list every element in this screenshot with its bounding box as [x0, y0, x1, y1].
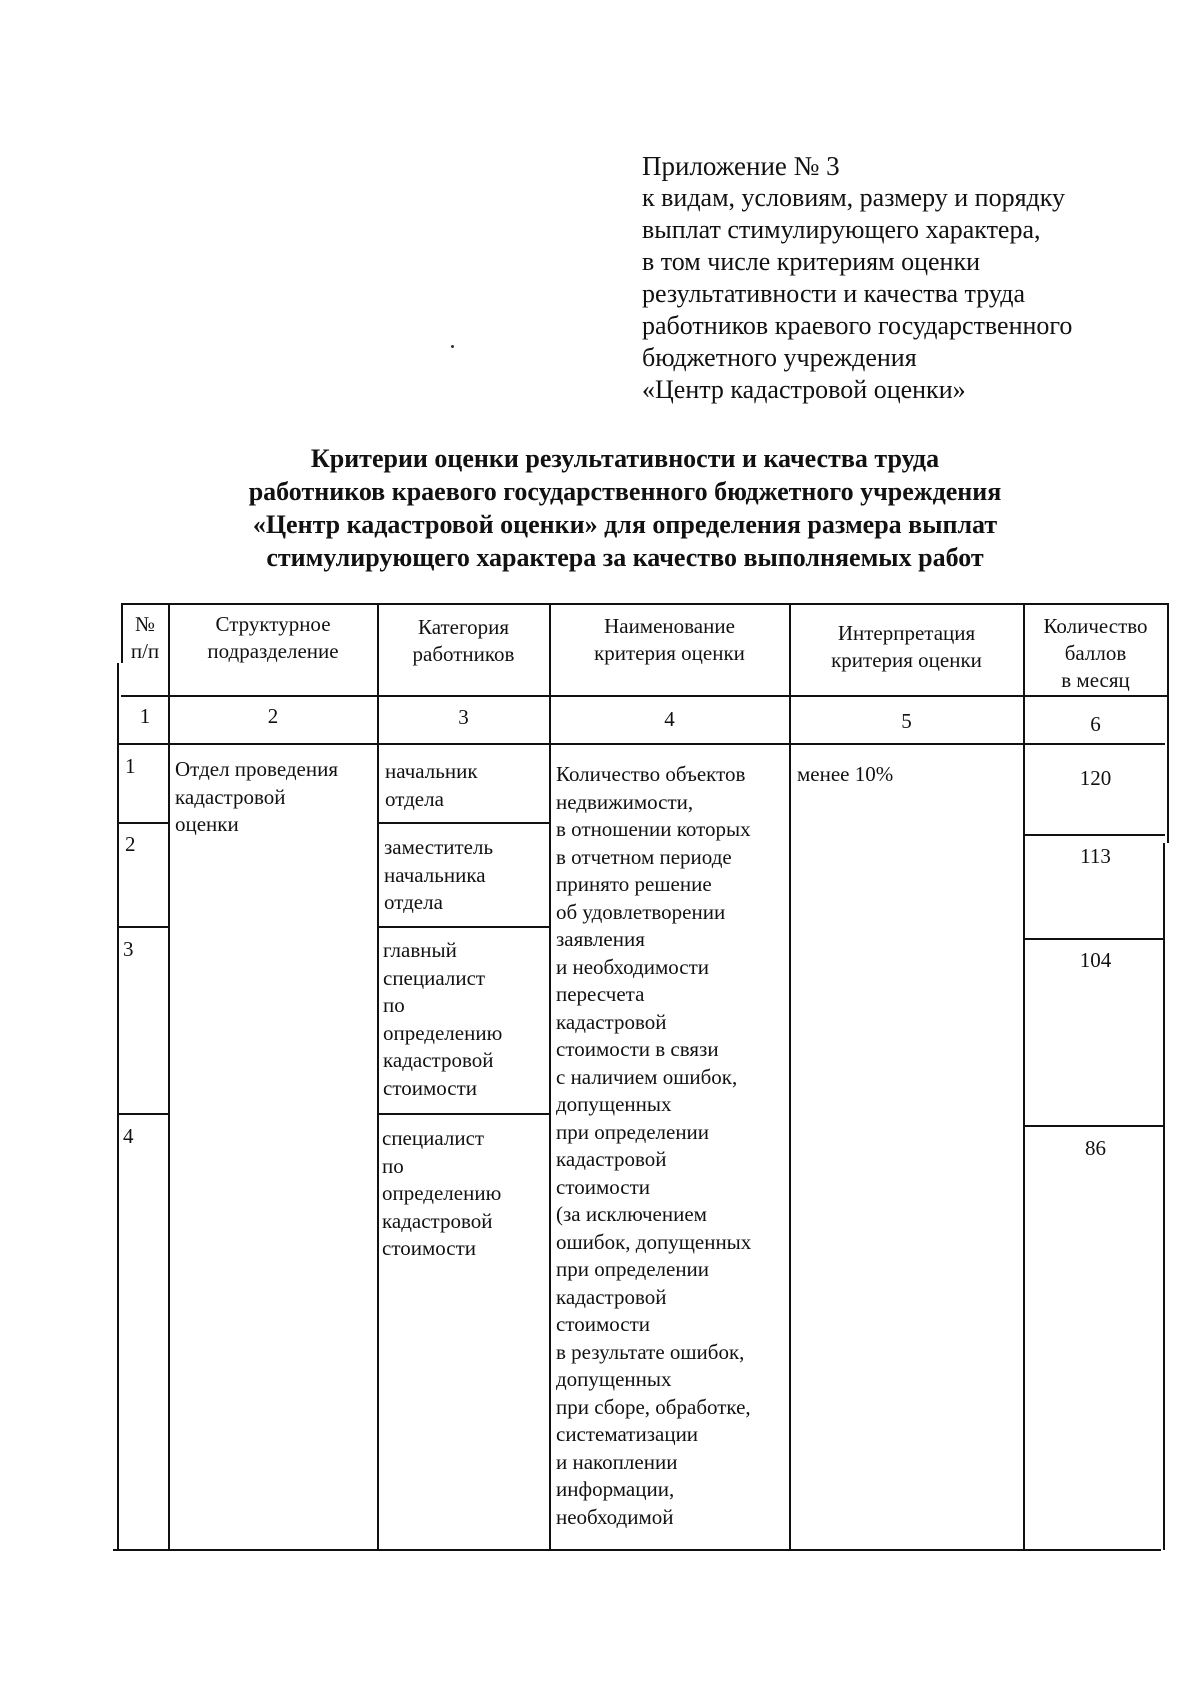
- points-cell: 104: [1079, 948, 1112, 972]
- row-divider: [378, 926, 549, 928]
- criterion-text: стоимости в связи: [556, 1037, 719, 1061]
- criterion-text: необходимой: [556, 1504, 674, 1529]
- category-text: специалист: [382, 1126, 485, 1150]
- criterion-text: кадастровой: [556, 1284, 667, 1309]
- column-separator: [789, 603, 791, 1550]
- criterion-text: в результате ошибок,: [556, 1339, 745, 1364]
- criterion-text: информации,: [556, 1477, 675, 1501]
- title-line: «Центр кадастровой оценки» для определения размера выплат: [252, 510, 998, 539]
- header-divider: [121, 695, 1167, 697]
- points-cell: 113: [1080, 844, 1111, 868]
- column-number: 2: [267, 704, 279, 728]
- criterion-cell: [556, 761, 788, 1531]
- criterion-text: пересчета: [556, 982, 645, 1006]
- row-divider: [1024, 938, 1165, 940]
- title-line: Критерии оценки результативности и качества труда: [310, 444, 940, 473]
- category-text: кадастровой: [383, 1048, 494, 1072]
- appendix-line: в том числе критериям оценки: [642, 247, 980, 276]
- category-text: отдела: [384, 890, 443, 914]
- category-text: определению: [383, 1020, 503, 1045]
- category-text: начальника: [384, 862, 486, 887]
- row-divider: [1024, 834, 1165, 836]
- criterion-text: ошибок, допущенных: [556, 1229, 752, 1254]
- table-border-left: [117, 663, 119, 1550]
- column-number: 5: [901, 709, 912, 733]
- criterion-text: систематизации: [556, 1422, 699, 1446]
- header-text: работников: [412, 642, 515, 666]
- category-text: стоимости: [383, 1075, 478, 1100]
- criterion-text: стоимости: [556, 1312, 651, 1336]
- row-divider: [378, 1113, 549, 1115]
- header-text: подразделение: [207, 639, 339, 663]
- row-divider: [118, 926, 168, 928]
- header-cell-criterion: [550, 613, 789, 667]
- criterion-text: допущенных: [556, 1367, 672, 1391]
- header-text: баллов: [1064, 641, 1127, 665]
- category-cell: [384, 834, 544, 917]
- criterion-text: стоимости: [556, 1174, 651, 1199]
- criterion-text: при определении: [556, 1119, 710, 1144]
- header-cell-points: [1024, 613, 1167, 694]
- row-number: 2: [125, 832, 136, 856]
- department-cell: [175, 756, 375, 839]
- criterion-text: в отчетном периоде: [556, 844, 732, 869]
- row-number: 1: [125, 754, 136, 778]
- criterion-text: при определении: [556, 1257, 710, 1281]
- header-cell-category: [378, 614, 549, 668]
- criterion-text: в отношении которых: [556, 817, 751, 841]
- category-text: стоимости: [382, 1236, 477, 1260]
- criterion-text: Количество объектов: [556, 762, 746, 786]
- criterion-text: с наличием ошибок,: [556, 1064, 738, 1089]
- row-divider: [1024, 1125, 1165, 1127]
- appendix-line: бюджетного учреждения: [642, 343, 917, 372]
- column-number: 6: [1090, 712, 1101, 736]
- header-text: критерия оценки: [594, 641, 745, 665]
- department-text: Отдел проведения: [175, 757, 339, 781]
- row-number: 3: [123, 937, 134, 961]
- column-separator: [377, 603, 379, 1550]
- title-line: стимулирующего характера за качество выполняемых работ: [266, 543, 984, 572]
- row-divider: [118, 1113, 168, 1115]
- appendix-line: к видам, условиям, размеру и порядку: [642, 183, 1066, 212]
- header-text: Категория: [418, 615, 509, 639]
- category-cell: [383, 937, 543, 1102]
- header-cell-department: [169, 611, 377, 665]
- criterion-text: кадастровой: [556, 1147, 667, 1171]
- appendix-line: выплат стимулирующего характера,: [642, 215, 1041, 244]
- row-divider: [118, 822, 168, 824]
- category-text: по: [383, 993, 405, 1017]
- appendix-line: работников краевого государственного: [642, 311, 1073, 340]
- category-text: специалист: [383, 965, 486, 990]
- appendix-line: результативности и качества труда: [642, 279, 1026, 308]
- department-text: кадастровой: [175, 784, 286, 809]
- header-cell-interpretation: [790, 620, 1023, 674]
- title-line: работников краевого государственного бюджетного учреждения: [248, 477, 1002, 506]
- interpretation-cell: менее 10%: [797, 762, 894, 786]
- table-border-right: [1167, 603, 1169, 843]
- category-text: главный: [383, 938, 457, 962]
- header-text: Количество: [1043, 614, 1148, 638]
- table-border-top: [121, 603, 1169, 605]
- criterion-text: заявления: [556, 927, 645, 951]
- column-separator: [549, 603, 551, 1550]
- header-text: №: [134, 612, 156, 636]
- appendix-line: «Центр кадастровой оценки»: [642, 375, 966, 404]
- category-text: кадастровой: [382, 1208, 493, 1233]
- column-separator: [168, 603, 170, 1550]
- criterion-text: и необходимости: [556, 954, 709, 979]
- appendix-line: Приложение № 3: [642, 151, 840, 181]
- header-text: п/п: [130, 639, 160, 663]
- scan-speck: [451, 345, 454, 348]
- header-text: Наименование: [604, 614, 735, 638]
- header-text: критерия оценки: [831, 648, 982, 672]
- points-cell: 120: [1079, 766, 1112, 790]
- row-number: 4: [123, 1124, 134, 1148]
- category-text: по: [382, 1153, 404, 1178]
- category-text: отдела: [385, 786, 444, 811]
- criterion-text: кадастровой: [556, 1009, 667, 1034]
- document-title: [150, 442, 1100, 574]
- row-divider: [378, 822, 549, 824]
- category-cell: [382, 1125, 542, 1263]
- column-separator: [1023, 603, 1025, 1550]
- appendix-block: [642, 150, 1162, 406]
- header-text: Интерпретация: [837, 621, 976, 645]
- criterion-text: недвижимости,: [556, 789, 694, 814]
- category-text: начальник: [385, 759, 478, 783]
- criterion-text: принято решение: [556, 872, 712, 896]
- points-cell: 86: [1085, 1136, 1106, 1160]
- column-number: 3: [458, 705, 469, 729]
- department-text: оценки: [175, 812, 239, 836]
- header-text: в месяц: [1061, 668, 1130, 692]
- category-text: заместитель: [384, 835, 494, 859]
- number-row-divider: [119, 743, 1165, 745]
- criterion-text: допущенных: [556, 1092, 672, 1116]
- criteria-table: [113, 603, 1169, 1553]
- criterion-text: (за исключением: [556, 1202, 707, 1226]
- criterion-text: об удовлетворении: [556, 899, 726, 924]
- criterion-text: и накоплении: [556, 1449, 678, 1474]
- column-number: 1: [139, 704, 151, 728]
- header-cell-number: [121, 611, 169, 665]
- criterion-text: при сборе, обработке,: [556, 1394, 751, 1419]
- category-cell: [385, 758, 545, 813]
- column-number: 4: [664, 707, 675, 731]
- header-text: Структурное: [215, 612, 331, 636]
- table-border-bottom: [113, 1549, 1161, 1551]
- category-text: определению: [382, 1181, 502, 1205]
